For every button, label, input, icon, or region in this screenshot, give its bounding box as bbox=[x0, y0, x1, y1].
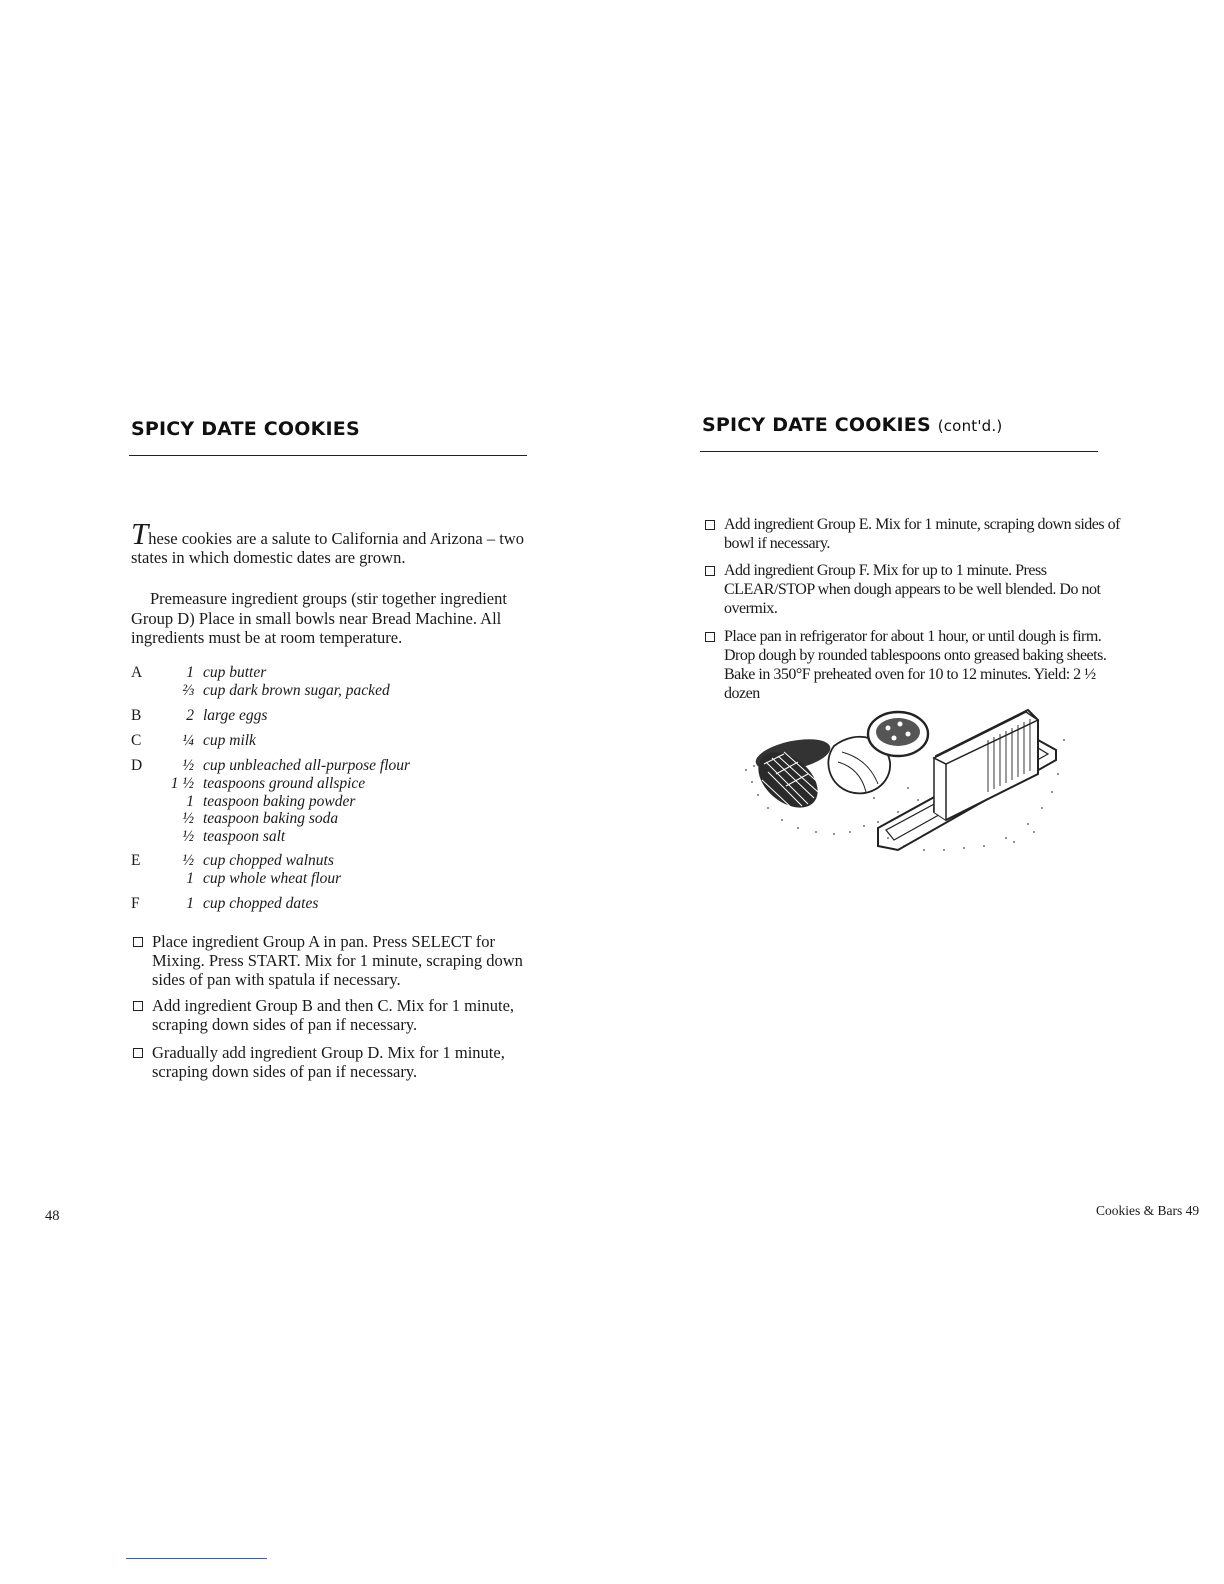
ingredient-item bbox=[131, 732, 531, 750]
left-title-rule bbox=[129, 455, 527, 456]
ingredient-item bbox=[131, 682, 531, 700]
ingredient-qty: ½ bbox=[182, 810, 194, 828]
group-letter: D bbox=[131, 757, 143, 774]
ingredient-item bbox=[131, 895, 531, 913]
intro-text: hese cookies are a salute to California and Arizona – two states in which domestic dates are grown. bbox=[131, 529, 524, 567]
ingredient-text: cup whole wheat flour bbox=[203, 869, 342, 887]
group-letter: B bbox=[131, 707, 142, 724]
left-page-title: SPICY DATE COOKIES bbox=[131, 418, 360, 440]
ingredient-item bbox=[131, 793, 531, 811]
ingredient-group bbox=[131, 664, 531, 700]
ingredient-item bbox=[131, 870, 531, 888]
ingredient-text: cup butter bbox=[203, 664, 267, 681]
group-letter: A bbox=[131, 664, 143, 681]
title-suffix: (cont'd.) bbox=[937, 417, 1003, 435]
date-loaf-illustration bbox=[738, 700, 1068, 860]
ingredient-qty: ½ bbox=[182, 757, 194, 774]
right-step-2: Add ingredient Group F. Mix for up to 1 minute. Press CLEAR/STOP when dough appears to be well blended. Do not overmix. bbox=[703, 561, 1120, 618]
ingredient-item bbox=[131, 707, 531, 725]
ingredient-text: cup chopped dates bbox=[203, 895, 319, 912]
right-page-footer: Cookies & Bars 49 bbox=[1096, 1203, 1200, 1218]
group-letter: C bbox=[131, 732, 142, 749]
ingredient-group bbox=[131, 895, 531, 913]
ingredient-group bbox=[131, 757, 531, 846]
ingredient-qty: 1 bbox=[186, 792, 194, 810]
checkbox-icon bbox=[705, 632, 715, 642]
ingredient-qty: ⅔ bbox=[182, 681, 194, 699]
ingredient-qty: 1 bbox=[186, 664, 194, 681]
decorative-rule bbox=[126, 1558, 267, 1559]
ingredient-qty: 1 bbox=[186, 869, 194, 887]
ingredient-item bbox=[131, 852, 531, 870]
ingredient-item bbox=[131, 775, 531, 793]
ingredient-item bbox=[131, 810, 531, 828]
checkbox-icon bbox=[705, 566, 715, 576]
ingredient-group bbox=[131, 732, 531, 750]
ingredient-qty: 1 ½ bbox=[170, 774, 194, 792]
group-letter: F bbox=[131, 895, 140, 912]
left-step-2: Add ingredient Group B and then C. Mix for 1 minute, scraping down sides of pan if necessary. bbox=[131, 996, 550, 1034]
intro-paragraph bbox=[131, 516, 531, 567]
ingredient-item bbox=[131, 828, 531, 846]
ingredient-qty: 1 bbox=[186, 895, 194, 912]
ingredient-text: teaspoon baking soda bbox=[203, 810, 339, 828]
checkbox-icon bbox=[133, 1048, 143, 1058]
ingredient-text: cup dark brown sugar, packed bbox=[203, 681, 390, 699]
ingredient-text: teaspoons ground allspice bbox=[203, 774, 366, 792]
ingredient-text: cup milk bbox=[203, 732, 256, 749]
ingredient-text: teaspoon salt bbox=[203, 828, 286, 846]
ingredient-text: teaspoon baking powder bbox=[203, 792, 356, 810]
left-step-1: Place ingredient Group A in pan. Press SELECT for Mixing. Press START. Mix for 1 minute, scraping down sides of pan with spatula if necessary. bbox=[131, 932, 550, 989]
ingredient-group bbox=[131, 707, 531, 725]
right-page-title: SPICY DATE COOKIES (cont'd.) bbox=[702, 414, 1003, 436]
ingredient-item bbox=[131, 664, 531, 682]
right-step-1: Add ingredient Group E. Mix for 1 minute, scraping down sides of bowl if necessary. bbox=[703, 515, 1120, 553]
right-title-rule bbox=[700, 451, 1098, 452]
left-step-3: Gradually add ingredient Group D. Mix for 1 minute, scraping down sides of pan if necessary. bbox=[131, 1043, 550, 1081]
ingredient-item bbox=[131, 757, 531, 775]
ingredient-qty: ½ bbox=[182, 852, 194, 869]
left-page-number: 48 bbox=[45, 1208, 60, 1224]
ingredient-text: cup chopped walnuts bbox=[203, 852, 334, 869]
checkbox-icon bbox=[705, 520, 715, 530]
checkbox-icon bbox=[133, 937, 143, 947]
group-letter: E bbox=[131, 852, 141, 869]
drop-cap: T bbox=[131, 516, 149, 551]
ingredient-group bbox=[131, 852, 531, 888]
ingredient-qty: ½ bbox=[182, 828, 194, 846]
ingredient-qty: 2 bbox=[186, 707, 194, 724]
ingredient-text: large eggs bbox=[203, 707, 268, 724]
ingredient-text: cup unbleached all-purpose flour bbox=[203, 757, 411, 774]
ingredient-qty: ¼ bbox=[182, 732, 194, 749]
right-step-3: Place pan in refrigerator for about 1 hour, or until dough is firm. Drop dough by rounded tablespoons onto greased baking sheets. Bake in 350°F preheated oven for 10 to 12 minutes. Yield: 2 ½ dozen bbox=[703, 627, 1120, 703]
premeasure-paragraph: Premeasure ingredient groups (stir together ingredient Group D) Place in small bowls near Bread Machine. All ingredients must be at room temperature. bbox=[131, 589, 507, 647]
checkbox-icon bbox=[133, 1001, 143, 1011]
